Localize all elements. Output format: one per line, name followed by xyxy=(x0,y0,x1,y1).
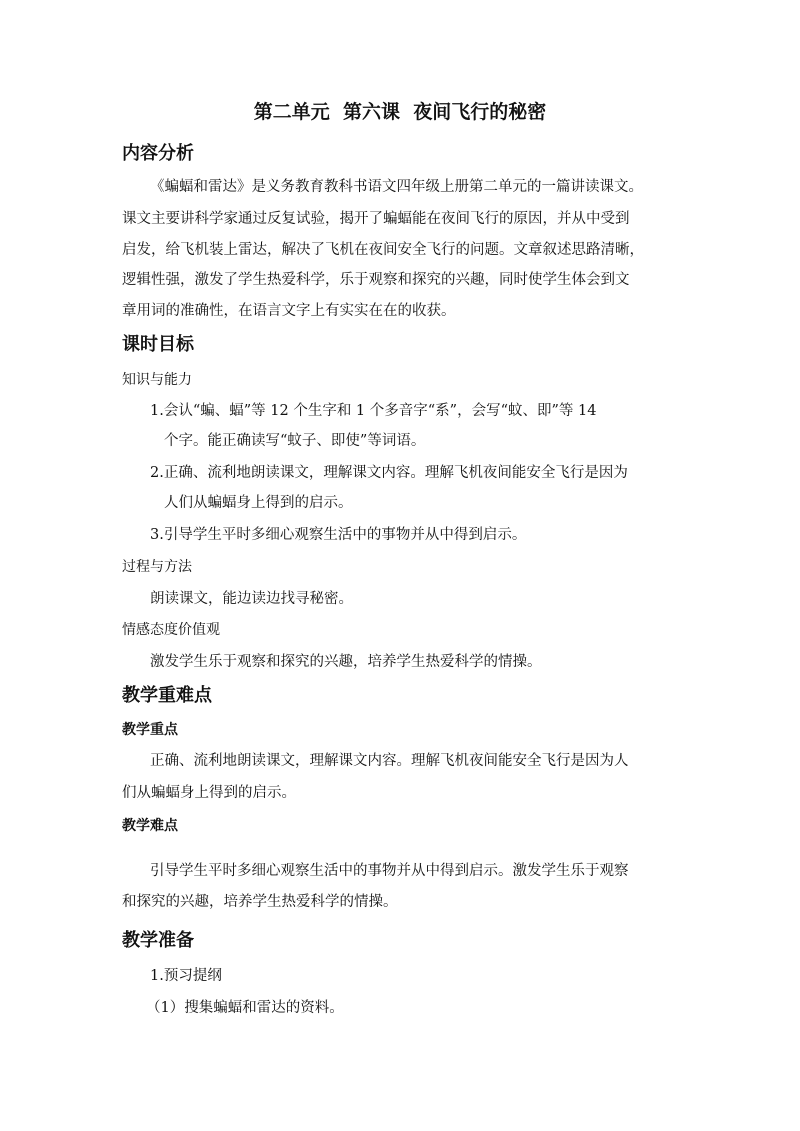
knowledge-line: 1.会认“蝙、蝠”等 12 个生字和 1 个多音字“系”，会写“蚊、即”等 14 xyxy=(150,403,597,419)
content-analysis-line: 逻辑性强，激发了学生热爱科学，乐于观察和探究的兴趣，同时使学生体会到文 xyxy=(122,272,630,288)
process-line: 朗读课文，能边读边找寻秘密。 xyxy=(150,591,353,607)
content-analysis-line: 《蝙蝠和雷达》是义务教育教科书语文四年级上册第二单元的一篇讲读课文。 xyxy=(150,179,643,195)
key-point-line: 正确、流利地朗读课文，理解课文内容。理解飞机夜间能安全飞行是因为人 xyxy=(150,753,629,769)
emotion-line: 激发学生乐于观察和探究的兴趣，培养学生热爱科学的情操。 xyxy=(150,654,542,670)
heading-preparation: 教学准备 xyxy=(122,930,194,951)
knowledge-line: 个字。能正确读写“蚊子、即使”等词语。 xyxy=(164,433,426,449)
knowledge-line: 人们从蝙蝠身上得到的启示。 xyxy=(164,495,353,511)
subheading-difficult-point: 教学难点 xyxy=(122,818,178,834)
content-analysis-line: 课文主要讲科学家通过反复试验，揭开了蝙蝠能在夜间飞行的原因，并从中受到 xyxy=(122,211,630,227)
difficult-point-line: 引导学生平时多细心观察生活中的事物并从中得到启示。激发学生乐于观察 xyxy=(150,863,629,879)
document-title: 第二单元 第六课 夜间飞行的秘密 xyxy=(253,101,547,123)
heading-lesson-goals: 课时目标 xyxy=(122,334,194,355)
content-analysis-line: 启发，给飞机装上雷达，解决了飞机在夜间安全飞行的问题。文章叙述思路清晰， xyxy=(122,242,644,258)
knowledge-line: 3.引导学生平时多细心观察生活中的事物并从中得到启示。 xyxy=(150,527,527,543)
subheading-emotion: 情感态度价值观 xyxy=(122,622,220,638)
subheading-process: 过程与方法 xyxy=(122,559,192,575)
subheading-knowledge: 知识与能力 xyxy=(122,372,192,388)
heading-key-points: 教学重难点 xyxy=(122,685,212,706)
difficult-point-line: 和探究的兴趣，培养学生热爱科学的情操。 xyxy=(122,894,398,910)
preparation-line: 1.预习提纲 xyxy=(150,968,222,984)
key-point-line: 们从蝙蝠身上得到的启示。 xyxy=(122,785,296,801)
preparation-line: （1）搜集蝙蝠和雷达的资料。 xyxy=(146,1000,344,1016)
content-analysis-line: 章用词的准确性，在语言文字上有实实在在的收获。 xyxy=(122,303,456,319)
knowledge-line: 2.正确、流利地朗读课文，理解课文内容。理解飞机夜间能安全飞行是因为 xyxy=(150,465,628,481)
subheading-key-point: 教学重点 xyxy=(122,722,178,738)
heading-content-analysis: 内容分析 xyxy=(122,143,194,164)
